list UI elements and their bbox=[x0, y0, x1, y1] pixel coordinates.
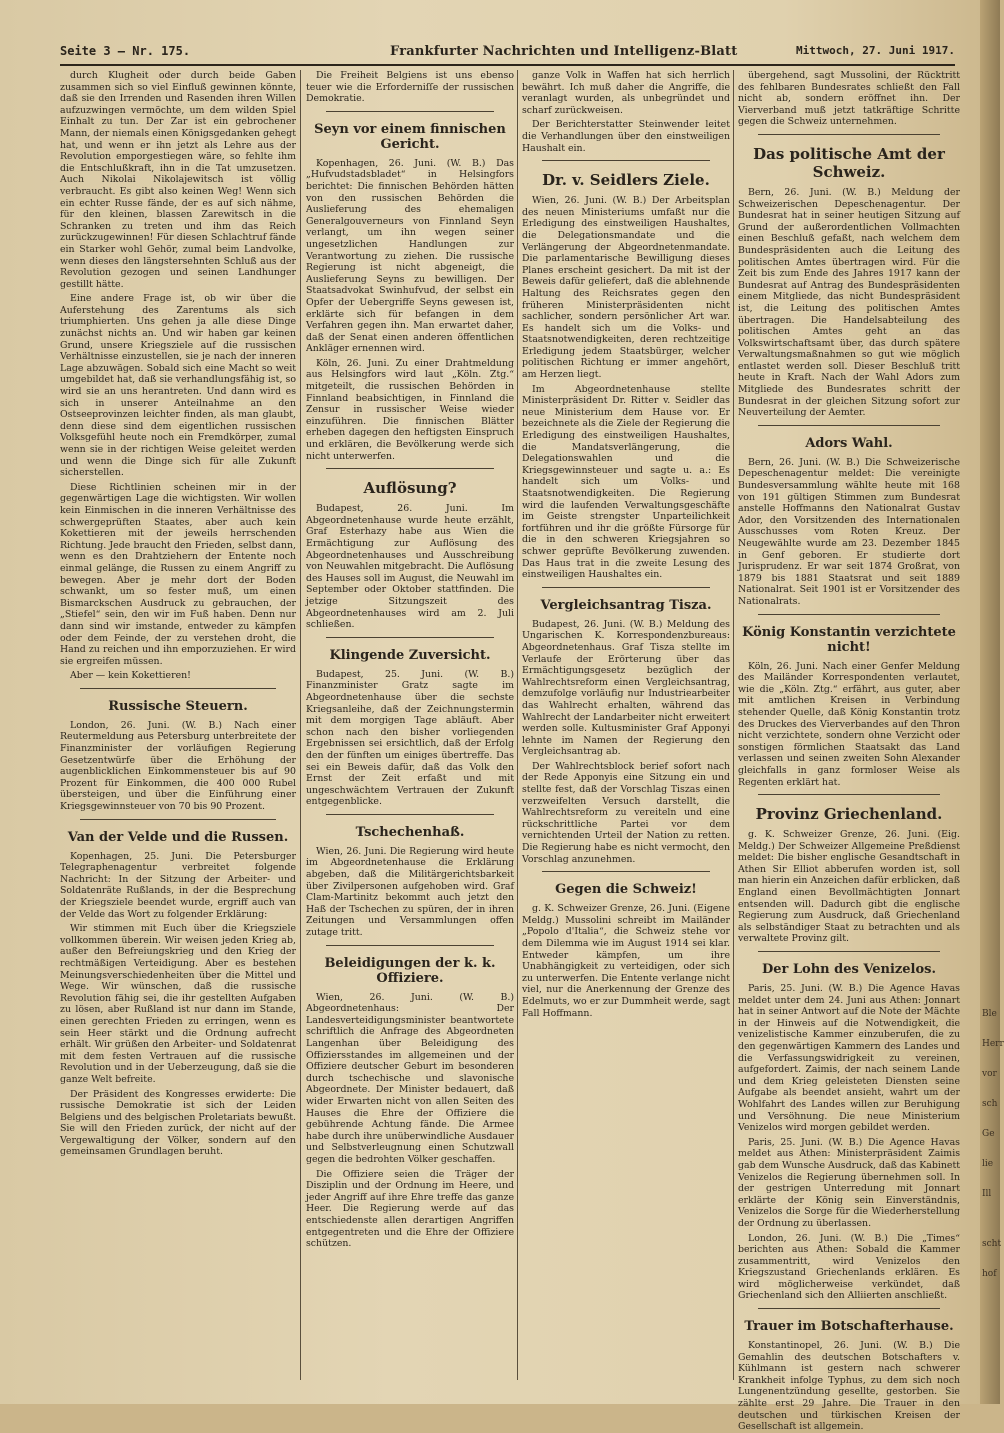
edge-fragment: scht bbox=[982, 1239, 1002, 1249]
headline-van-der-velde: Van der Velde und die Russen. bbox=[67, 829, 289, 845]
section-divider bbox=[326, 814, 494, 815]
column-rule bbox=[733, 70, 734, 1380]
edge-fragment: vor bbox=[982, 1069, 997, 1079]
column-4 bbox=[738, 70, 960, 1433]
headline-politisches-amt: Das politische Amt der Schweiz. bbox=[753, 144, 945, 181]
article-paragraph: Im Abgeordnetenhause stellte Ministerpräsident Dr. Ritter v. Seidler das neue Ministerium dem Hause vor. Er bezeichnete als die Ziele der Regierung die Erledigung des einstweiligen Haushaltes, die Mandatsverlängerung, die Delegationswahlen und die Kriegsgewinnsteuer und sagte u. a.: Es handelt sich um Volks- und Staatsnotwendigkeiten. Die Regierung wird die laufenden Verwaltungsgeschäfte im Geiste strengster Unparteilichkeit fortführen und ihr die größte Fürsorge für die in den schweren Kriegsjahren so schwer geprüfte Bevölkerung zuwenden. Das Haus trat in die zweite Lesung des einstweiligen Haushaltes ein. bbox=[522, 383, 730, 581]
article-paragraph: Kopenhagen, 25. Juni. Die Petersburger Telegraphenagentur verbreitet folgende Nachricht: In der Sitzung der Arbeiter- und Soldatenräte Rußlands, in der die Besprechung der Kriegsziele beendet wurde, ergriff auch van der Velde das Wort zu folgender Erklärung: bbox=[60, 850, 296, 920]
article-paragraph: g. K. Schweizer Grenze, 26. Juni. (Eig. Meldg.) Der Schweizer Allgemeine Preßdienst meldet: Die bisher englische Gesandtschaft in Athen Sir Elliot abberufen worden ist, soll man hierin ein Anzeichen dafür erblicken, daß England einen Bevollmächtigten Jonnart entsenden will. Dadurch gibt die englische Regierung zum Ausdruck, daß Griechenland als selbständiger Staat zu betrachten und als verwaltete Provinz gilt. bbox=[738, 829, 960, 945]
headline-gegen-die-schweiz: Gegen die Schweiz! bbox=[555, 882, 697, 898]
column-1 bbox=[60, 70, 296, 1380]
article-paragraph: London, 26. Juni. (W. B.) Nach einer Reutermeldung aus Petersburg unterbreitete der Finanzminister der vorläufigen Regierung Gesetzentwürfe über die Erhöhung der augenblicklichen Einkommensteuer bis auf 90 Prozent für Einkommen, die 400 000 Rubel übersteigen, und über die Einführung einer Kriegsgewinnsteuer von 70 bis 90 Prozent. bbox=[60, 719, 296, 813]
section-divider bbox=[80, 819, 276, 820]
article-paragraph: Budapest, 26. Juni. (W. B.) Meldung des Ungarischen K. Korrespondenzbureaus: Abgeordnetenhaus. Graf Tisza stellte im Verlaufe der Erörterung über das Ermächtigungsgesetz bezüglich der Wahlrechtsreform einen Vergleichsantrag, demzufolge vorläufig nur Industriearbeiter das Wahlrecht erhalten, während das Wahlrecht der Landarbeiter nicht erweitert werden solle. Kultusminister Graf Apponyi lehnte im Namen der Regierung den Vergleichsantrag ab. bbox=[522, 618, 730, 758]
article-paragraph: Der Wahlrechtsblock berief sofort nach der Rede Apponyis eine Sitzung ein und stellte fest, daß der Vorschlag Tiszas einen verzweifelten Versuch darstellt, die Wahlrechtsreform zu vereiteln und eine rückschrittliche Partei vor dem vernichtenden Urteil der Nation zu retten. Die Regierung habe es nicht vermocht, den Vorschlag anzunehmen. bbox=[522, 760, 730, 865]
article-paragraph: Eine andere Frage ist, ob wir über die Auferstehung des Zarentums als sich triumphierten. Uns gehen ja alle diese Dinge zunächst nichts an. Und wir haben gar keinen Grund, unsere Kriegsziele auf die russischen Verhältnisse einzustellen, sie je nach der inneren Lage abzuwägen. Sobald sich eine Macht so weit umgebildet hat, daß sie verhandlungsfähig ist, so wird sie an uns herantreten. Und dann wird es sich in unserer Anteilnahme an den Ostseeprovinzen leichter finden, als man glaubt, denn diese sind dem eigentlichen russischen Volksgefühl heute noch ein Fremdkörper, zumal wenn sie in der richtigen Weise geleitet werden und wenn die Dinge sich für alle Zukunft sicherstellen. bbox=[60, 293, 296, 479]
article-paragraph: Konstantinopel, 26. Juni. (W. B.) Die Gemahlin des deutschen Botschafters v. Kühlmann ist gestern nach schwerer Krankheit infolge Typhus, zu dem sich noch Lungenentzündung gesellte, gestorben. Sie zählte erst 29 Jahre. Die Trauer in den deutschen und türkischen Kreisen der Gesellschaft ist allgemein. bbox=[738, 1340, 960, 1433]
article-paragraph: Wir stimmen mit Euch über die Kriegsziele vollkommen überein. Wir weisen jeden Krieg ab, außer den Befreiungskrieg und den Krieg der rechtmäßigen Verteidigung. Aber es bestehen Meinungsverschiedenheiten über die Mittel und Wege. Wir wünschen, daß die russische Revolution fähig sei, die ihr gestellten Aufgaben zu lösen, aber Rußland ist nur dann im Stande, einen gerechten Frieden zu erringen, wenn es sein Heer stärkt und die Ordnung aufrecht erhält. Wir grüßen den Arbeiter- und Soldatenrat mit dem festen Vertrauen auf die russische Revolution und in der Ueberzeugung, daß sie die ganze Welt befreite. bbox=[60, 923, 296, 1085]
issue-date: Mittwoch, 27. Juni 1917. bbox=[796, 44, 955, 57]
headline-russische-steuern: Russische Steuern. bbox=[108, 698, 248, 714]
edge-fragment: lie bbox=[982, 1159, 994, 1169]
section-divider bbox=[326, 945, 494, 946]
page-number: Seite 3 — Nr. 175. bbox=[60, 44, 191, 58]
headline-tisza: Vergleichsantrag Tisza. bbox=[540, 597, 712, 613]
column-2 bbox=[306, 70, 514, 1380]
section-divider bbox=[326, 637, 494, 638]
article-paragraph: Kopenhagen, 26. Juni. (W. B.) Das „Hufvudstadsbladet“ in Helsingfors berichtet: Die finnischen Behörden hätten von den russischen Behörden die Auslieferung des ehemaligen Generalgouverneurs von Finnland Seyn verlangt, um ihn wegen seiner ungesetzlichen Handlungen zur Verantwortung zu ziehen. Die russische Regierung ist nicht abgeneigt, die Auslieferung Seyns zu bewilligen. Der Staatsadvokat Swinhufvud, der selbst ein Opfer der Uebergriffe Seyns gewesen ist, erklärte sich für befangen in dem Verfahren gegen ihn. Man erwartet daher, daß der Senat einen anderen öffentlichen Ankläger ernennen wird. bbox=[306, 157, 514, 355]
section-divider bbox=[758, 794, 940, 795]
section-divider bbox=[758, 1308, 940, 1309]
page-header bbox=[60, 42, 955, 66]
article-paragraph: Wien, 26. Juni. (W. B.) Der Arbeitsplan des neuen Ministeriums umfaßt nur die Erledigung des einstweiligen Haushaltes, die Delegationsmandate und die Verlängerung der Abgeordnetenmandate. Die parlamentarische Bewilligung dieses Planes erscheint gesichert. Da mit ist der Beweis dafür geliefert, daß die ablehnende Haltung des Reichsrates gegen den früheren Ministerpräsidenten nicht sachlicher, sondern persönlicher Art war. Es handelt sich um die Volks- und Staatsnotwendigkeiten, deren rechtzeitige Erledigung jedem Staatsbürger, welcher politischen Richtung er immer angehört, am Herzen liegt. bbox=[522, 195, 730, 381]
edge-fragment: hof bbox=[982, 1269, 997, 1279]
article-paragraph: Bern, 26. Juni. (W. B.) Die Schweizerische Depeschenagentur meldet: Die vereinigte Bundesversammlung wählte heute mit 168 von 191 gültigen Stimmen zum Bundesrat anstelle Hoffmanns den Nationalrat Gustav Ador, den Vorsitzenden des Internationalen Ausschusses vom Roten Kreuz. Der Neugewählte wurde am 23. Dezember 1845 in Genf geboren. Er studierte dort Jurisprudenz. Er war seit 1874 Großrat, von 1879 bis 1881 Staatsrat und seit 1889 Nationalrat. Seit 1901 ist er Vorsitzender des Nationalrats. bbox=[738, 456, 960, 607]
article-paragraph: ganze Volk in Waffen hat sich herrlich bewährt. Ich muß daher die Angriffe, die veranlagt wurden, als unbegründet und scharf zurückweisen. bbox=[522, 70, 730, 116]
article-paragraph: Der Präsident des Kongresses erwiderte: Die russische Demokratie ist sich der Leiden Belgiens und des belgischen Proletariats bewußt. Sie will den Frieden zurück, der nicht auf der Vergewaltigung der Völker, sondern auf den gemeinsamen Grundlagen beruht. bbox=[60, 1088, 297, 1158]
section-divider bbox=[80, 688, 276, 689]
column-3 bbox=[522, 70, 730, 1380]
article-paragraph: Köln, 26. Juni. Nach einer Genfer Meldung des Mailänder Korrespondenten verlautet, wie die „Köln. Ztg.“ erfährt, aus guter, aber mit amtlichen Kreisen in Verbindung stehender Quelle, daß König Konstantin trotz des Druckes des Vierverbandes auf den Thron nicht verzichtete, sondern ohne Verzicht oder sonstigen förmlichen Staatsakt das Land verlassen und seinen zweiten Sohn Alexander gleichfalls in ganz formloser Weise als Regenten erklärt hat. bbox=[738, 660, 960, 788]
section-divider bbox=[758, 425, 940, 426]
article-paragraph: übergehend, sagt Mussolini, der Rücktritt des fehlbaren Bundesrates schließt den Fall nicht ab, sondern eröffnet ihn. Der Vierverband muß jetzt tatkräftige Schritte gegen die Schweiz unternehmen. bbox=[738, 70, 960, 128]
headline-koenig-konstantin: König Konstantin verzichtete nicht! bbox=[742, 624, 956, 655]
article-paragraph: Budapest, 25. Juni. (W. B.) Finanzminister Gratz sagte im Abgeordnetenhause über die sechste Kriegsanleihe, daß der Zeichnungstermin mit dem morgigen Tage abläuft. Aber schon nach den bisher vorliegenden Ergebnissen sei ersichtlich, daß der Erfolg den der fünften um einiges übertreffe. Das sei ein Beweis dafür, daß das Volk den Ernst der Zeit erfaßt und mit ungeschwächtem Vertrauen der Zukunft entgegenblicke. bbox=[306, 668, 514, 808]
article-paragraph: Diese Richtlinien scheinen mir in der gegenwärtigen Lage die wichtigsten. Wir wollen kein Einmischen in die inneren Verhältnisse des schwergeprüften Staates, aber auch kein Kokettieren mit der jeweils herrschenden Richtung. Jede braucht den Frieden, selbst dann, wenn es den Drahtziehern der Entente noch einmal gelänge, die Russen zu einem Angriff zu bewegen. Aber je mehr dort der Boden schwankt, um so fester muß, um einen Bismarckschen Ausdruck zu gebrauchen, der „Stiefel“ sein, den wir im Fuß haben. Denn nur dann sind wir imstande, entweder zu kämpfen oder dem Feinde, der zu verstehen droht, die Hand zu reichen und ihn emporzuziehen. Er wird sie ergreifen müssen. bbox=[60, 481, 296, 667]
article-paragraph: Wien, 26. Juni. (W. B.) Abgeordnetenhaus: Der Landesverteidigungsminister beantwortete schriftlich die Anfrage des Abgeordneten Langenhan über Beleidigung des Offiziersstandes im allgemeinen und der Offiziere deutscher Geburt im besonderen durch tschechische und slavonische Abgeordnete. Der Minister bedauert, daß wider Erwarten nicht von allen Seiten des Hauses die Ehre der Offiziere die gebührende Achtung fände. Die Armee habe durch ihre unüberwindliche Ausdauer und Selbstverleugnung einen Schutzwall gegen die bedrohten Völker geschaffen. bbox=[306, 991, 514, 1165]
article-paragraph: Paris, 25. Juni. (W. B.) Die Agence Havas meldet aus Athen: Ministerpräsident Zaimis gab dem Wunsche Ausdruck, daß das Kabinett Venizelos die Regierung übernehmen soll. In der gestrigen Unterredung mit Jonnart erklärte der König sein Einverständnis, Venizelos die Sorge für die Wiederherstellung der Ordnung zu überlassen. bbox=[738, 1136, 960, 1229]
article-paragraph: Der Berichterstatter Steinwender leitet die Verhandlungen über den einstweiligen Haushalt ein. bbox=[522, 119, 730, 154]
headline-aufloesung: Auflösung? bbox=[363, 479, 457, 498]
edge-fragment: sch bbox=[982, 1099, 998, 1109]
headline-klingende-zuversicht: Klingende Zuversicht. bbox=[329, 647, 491, 663]
headline-seyn: Seyn vor einem finnischen Gericht. bbox=[314, 121, 506, 152]
headline-lohn-venizelos: Der Lohn des Venizelos. bbox=[761, 962, 937, 978]
section-divider bbox=[758, 614, 940, 615]
article-paragraph: Paris, 25. Juni. (W. B.) Die Agence Havas meldet unter dem 24. Juni aus Athen: Jonnart hat in seiner Antwort auf die Note der Mächte in der Hinweis auf die Notwendigkeit, die venizelistische Kammer einzuberufen, die zu den gegenwärtigen Kammern des Landes und die Verfassungswidrigkeit zu vereinen, aufgefordert. Zaimis, der nach seinem Lande und dem Krieg geleisteten Diensten seine Aufgabe als beendet ansieht, wahrt um der Wohlfahrt des Landes willen zur Beruhigung und Versöhnung. Die neue Ministerium Venizelos wird morgen gebildet werden. bbox=[738, 983, 960, 1134]
article-paragraph: durch Klugheit oder durch beide Gaben zusammen sich so viel Einfluß gewinnen könnte, daß sie den Irrenden und Rasenden ihren Willen aufzuzwingen vermöchte, um dem wilden Spiel Einhalt zu tun. Der Zar ist ein gebrochener Mann, der niemals einen Königsgedanken gehegt hat, und wenn er ihn jetzt als Lehre aus der Revolution emporgestiegen wäre, so fehlte ihm die Entschlußkraft, ihn in die Tat umzusetzen. Auch Nikolai Nikolajewitsch ist völlig verbraucht. Es gibt also keinen Weg! Wenn sich ein echter Russe fände, der es auf sich nähme, für den kleinen, blassen Zarewitsch in die Schranken zu treten und ihm das Reich zurückzugewinnen! Für diesen Schlachtruf fände ein Starker wohl Gehör, zumal beim Landvolke, wenn dieses den längstersehnten Schluß aus der Revolution gezogen und seinen Landhunger gestillt hätte. bbox=[60, 70, 296, 290]
headline-tschechenhass: Tschechenhaß. bbox=[355, 824, 465, 840]
column-rule bbox=[300, 70, 301, 1380]
column-rule bbox=[517, 70, 518, 1380]
section-divider bbox=[326, 111, 494, 112]
edge-fragment: Ble bbox=[982, 1009, 997, 1019]
section-divider bbox=[542, 871, 710, 872]
headline-offiziere: Beleidigungen der k. k. Offiziere. bbox=[324, 955, 496, 986]
article-paragraph: Die Offiziere seien die Träger der Disziplin und der Ordnung im Heere, und jeder Angriff auf ihre Ehre treffe das ganze Heer. Die Regierung werde auf das entschiedenste allen derartigen Angriffen entgegentreten und die Ehre der Offiziere schützen. bbox=[306, 1168, 514, 1250]
edge-fragment: Herr bbox=[982, 1039, 1004, 1049]
article-paragraph: g. K. Schweizer Grenze, 26. Juni. (Eigene Meldg.) Mussolini schreibt im Mailänder „Popolo d'Italia“, die Schweiz stehe vor dem Dilemma wie im August 1914 sei klar. Entweder kämpfen, um ihre Unabhängigkeit zu verteidigen, oder sich zu unterwerfen. Die Entente verlange nicht viel, nur die Anerkennung der Grenze des Edelmuts, wo er zur Dummheit werde, sagt Fall Hoffmann. bbox=[522, 903, 730, 1019]
edge-fragment: Ge bbox=[982, 1129, 995, 1139]
headline-seidler: Dr. v. Seidlers Ziele. bbox=[542, 171, 710, 190]
article-paragraph: Die Freiheit Belgiens ist uns ebenso teuer wie die Erforderniſſe der russischen Demokratie. bbox=[306, 70, 514, 105]
facing-page-edge bbox=[980, 0, 1004, 1404]
headline-provinz-griechenland: Provinz Griechenland. bbox=[755, 805, 943, 824]
article-paragraph: Bern, 26. Juni. (W. B.) Meldung der Schweizerischen Depeschenagentur. Der Bundesrat hat in seiner heutigen Sitzung auf Grund der außerordentlichen Vollmachten einen Beschluß gefaßt, nach welchem dem Bundespräsidenten auch die Leitung des politischen Amtes übertragen wird. Für die Zeit bis zum Ende des Jahres 1917 kann der Bundesrat auf Antrag des Bundespräsidenten einem Mitgliede, das nicht Bundespräsident ist, die Leitung des politischen Amtes übertragen. Die Handelsabteilung des politischen Amtes geht an das Volkswirtschaftsamt über, das durch spätere Verwaltungsmaßnahmen so gut wie möglich entlastet werden soll. Dieser Beschluß tritt heute in Kraft. Nach der Wahl Adors zum Mitgliede des Bundesrates schritt der Bundesrat in der gleichen Sitzung sofort zur Neuverteilung der Aemter. bbox=[738, 186, 960, 419]
section-divider bbox=[758, 951, 940, 952]
section-divider bbox=[326, 468, 494, 469]
section-divider bbox=[542, 160, 710, 161]
headline-adors-wahl: Adors Wahl. bbox=[805, 435, 893, 451]
article-paragraph: Wien, 26. Juni. Die Regierung wird heute im Abgeordnetenhause die Erklärung abgeben, daß die Militärgerichtsbarkeit über Zivilpersonen aufgehoben wird. Graf Clam-Martinitz bekommt auch jetzt den Haß der Tschechen zu spüren, der in ihren Zeitungen und Versammlungen offen zutage tritt. bbox=[306, 845, 514, 939]
article-paragraph: Köln, 26. Juni. Zu einer Drahtmeldung aus Helsingfors wird laut „Köln. Ztg.“ mitgeteilt, die russischen Behörden in Finnland beabsichtigen, in Finnland die Zensur in russischer Weise wieder einzuführen. Die finnischen Blätter erheben dagegen den heftigsten Einspruch und erklären, die Bevölkerung werde sich nicht unterwerfen. bbox=[306, 357, 514, 462]
article-paragraph: Budapest, 26. Juni. Im Abgeordnetenhause wurde heute erzählt, Graf Esterhazy habe aus Wien die Ermächtigung zur Auflösung des Abgeordnetenhauses und Ausschreibung von Neuwahlen mitgebracht. Die Auflösung des Hauses soll im August, die Neuwahl im September oder Oktober stattfinden. Die jetzige Sitzungszeit des Abgeordnetenhauses wird am 2. Juli schließen. bbox=[306, 503, 514, 631]
edge-fragment: Ill bbox=[982, 1189, 992, 1199]
section-divider bbox=[758, 134, 940, 135]
article-paragraph: London, 26. Juni. (W. B.) Die „Times“ berichten aus Athen: Sobald die Kammer zusammentritt, wird Venizelos den Kriegszustand Griechenlands erklären. Es wird möglicherweise verkündet, daß Griechenland sich den Alliierten anschließt. bbox=[738, 1232, 960, 1302]
article-paragraph: Aber — kein Kokettieren! bbox=[70, 670, 191, 682]
section-divider bbox=[542, 587, 710, 588]
headline-trauer: Trauer im Botschafterhause. bbox=[744, 1319, 954, 1335]
masthead-title: Frankfurter Nachrichten und Intelligenz-Blatt bbox=[390, 44, 738, 59]
